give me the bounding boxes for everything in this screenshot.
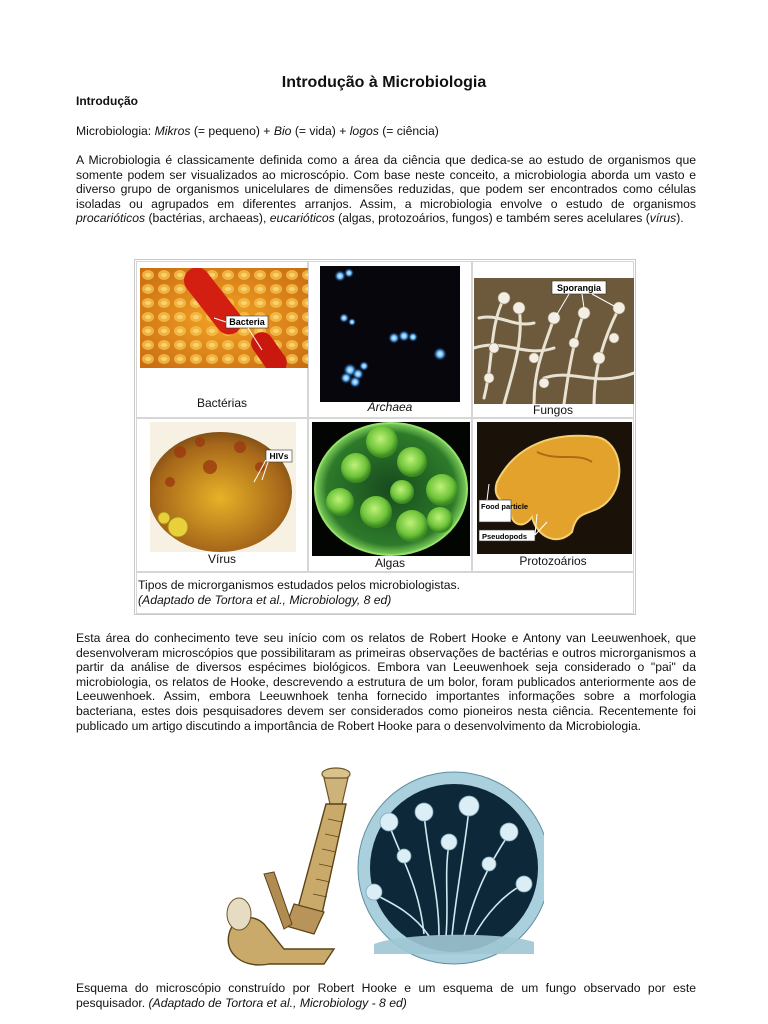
label-virus: Vírus [207, 552, 236, 566]
archaea-image [320, 266, 460, 402]
label-algas: Algas [374, 556, 406, 570]
bacteria-image [140, 268, 308, 368]
microorganism-figure-table [134, 259, 636, 615]
cell-protozoa [472, 418, 634, 572]
protozoa-annotation-food: Food particle [481, 502, 529, 511]
definition-line: Microbiologia: Mikros (= pequeno) + Bio (= vida) + logos (= ciência) [76, 124, 439, 138]
section-heading: Introdução [76, 94, 138, 108]
virus-image [150, 422, 296, 552]
label-bacterias: Bactérias [196, 396, 248, 410]
microscope-drawing [224, 764, 364, 972]
cell-archaea [308, 261, 472, 418]
hooke-caption: Esquema do microscópio construído por Robert Hooke e um esquema de um fungo observado por este pesquisador. (Adaptado de Tortora et al., Microbiology - 8 ed) [76, 981, 696, 1010]
hooke-illustration [224, 764, 544, 972]
protozoa-image [477, 422, 632, 554]
cell-algae [308, 418, 472, 572]
algae-image [312, 422, 470, 556]
label-archaea: Archaea [367, 400, 413, 414]
cell-fungi [472, 261, 634, 418]
fungi-annotation: Sporangia [556, 283, 602, 293]
fungus-drawing [358, 772, 544, 964]
label-protozoarios: Protozoários [519, 554, 587, 568]
figure-caption: Tipos de microrganismos estudados pelos microbiologistas. (Adaptado de Tortora et al., Microbiology, 8 ed) [138, 578, 460, 607]
virus-annotation: HIVs [269, 451, 289, 461]
protozoa-annotation-pseudopods: Pseudopods [482, 532, 528, 541]
label-fungos: Fungos [532, 403, 574, 417]
cell-bacteria [136, 261, 308, 418]
fungi-image [474, 278, 634, 404]
intro-paragraph: A Microbiologia é classicamente definida como a área da ciência que dedica-se ao estudo de organismos que somente podem ser visualizados ao microscópio. Com base neste conceito, a microbiologia aborda um vasto e diverso grupo de organismos unicelulares de dimensões reduzidas, que podem ser encontrados como células isoladas ou agrupados em diferentes arranjos. Assim, a microbiologia envolve o estudo de organismos procarióticos (bactérias, archaeas), eucarióticos (algas, protozoários, fungos) e também seres acelulares (vírus). [76, 153, 696, 226]
bacteria-annotation: Bacteria [229, 317, 265, 327]
history-paragraph: Esta área do conhecimento teve seu início com os relatos de Robert Hooke e Antony van Leeuwenhoek, que desenvolveram microscópios que possibilitaram as primeiras observações de bactérias e outros microrganismos a partir da análise de diversos espécimes biológicos. Embora van Leeuwenhoek seja considerado o "pai" da microbiologia, os relatos de Hooke, descrevendo a estrutura de um bolor, foram publicados anteriormente aos de Leeuwenhoek. Assim, embora Leeuwnhoek tenha fornecido importantes informações sobre a morfologia bacteriana, estes dois pesquisadores devem ser considerados como pioneiros nesta ciência. Recentemente foi publicado um artigo discutindo a importância de Robert Hooke para o desenvolvimento da Microbiologia. [76, 631, 696, 733]
cell-virus [136, 418, 308, 572]
page-title: Introdução à Microbiologia [281, 74, 487, 91]
